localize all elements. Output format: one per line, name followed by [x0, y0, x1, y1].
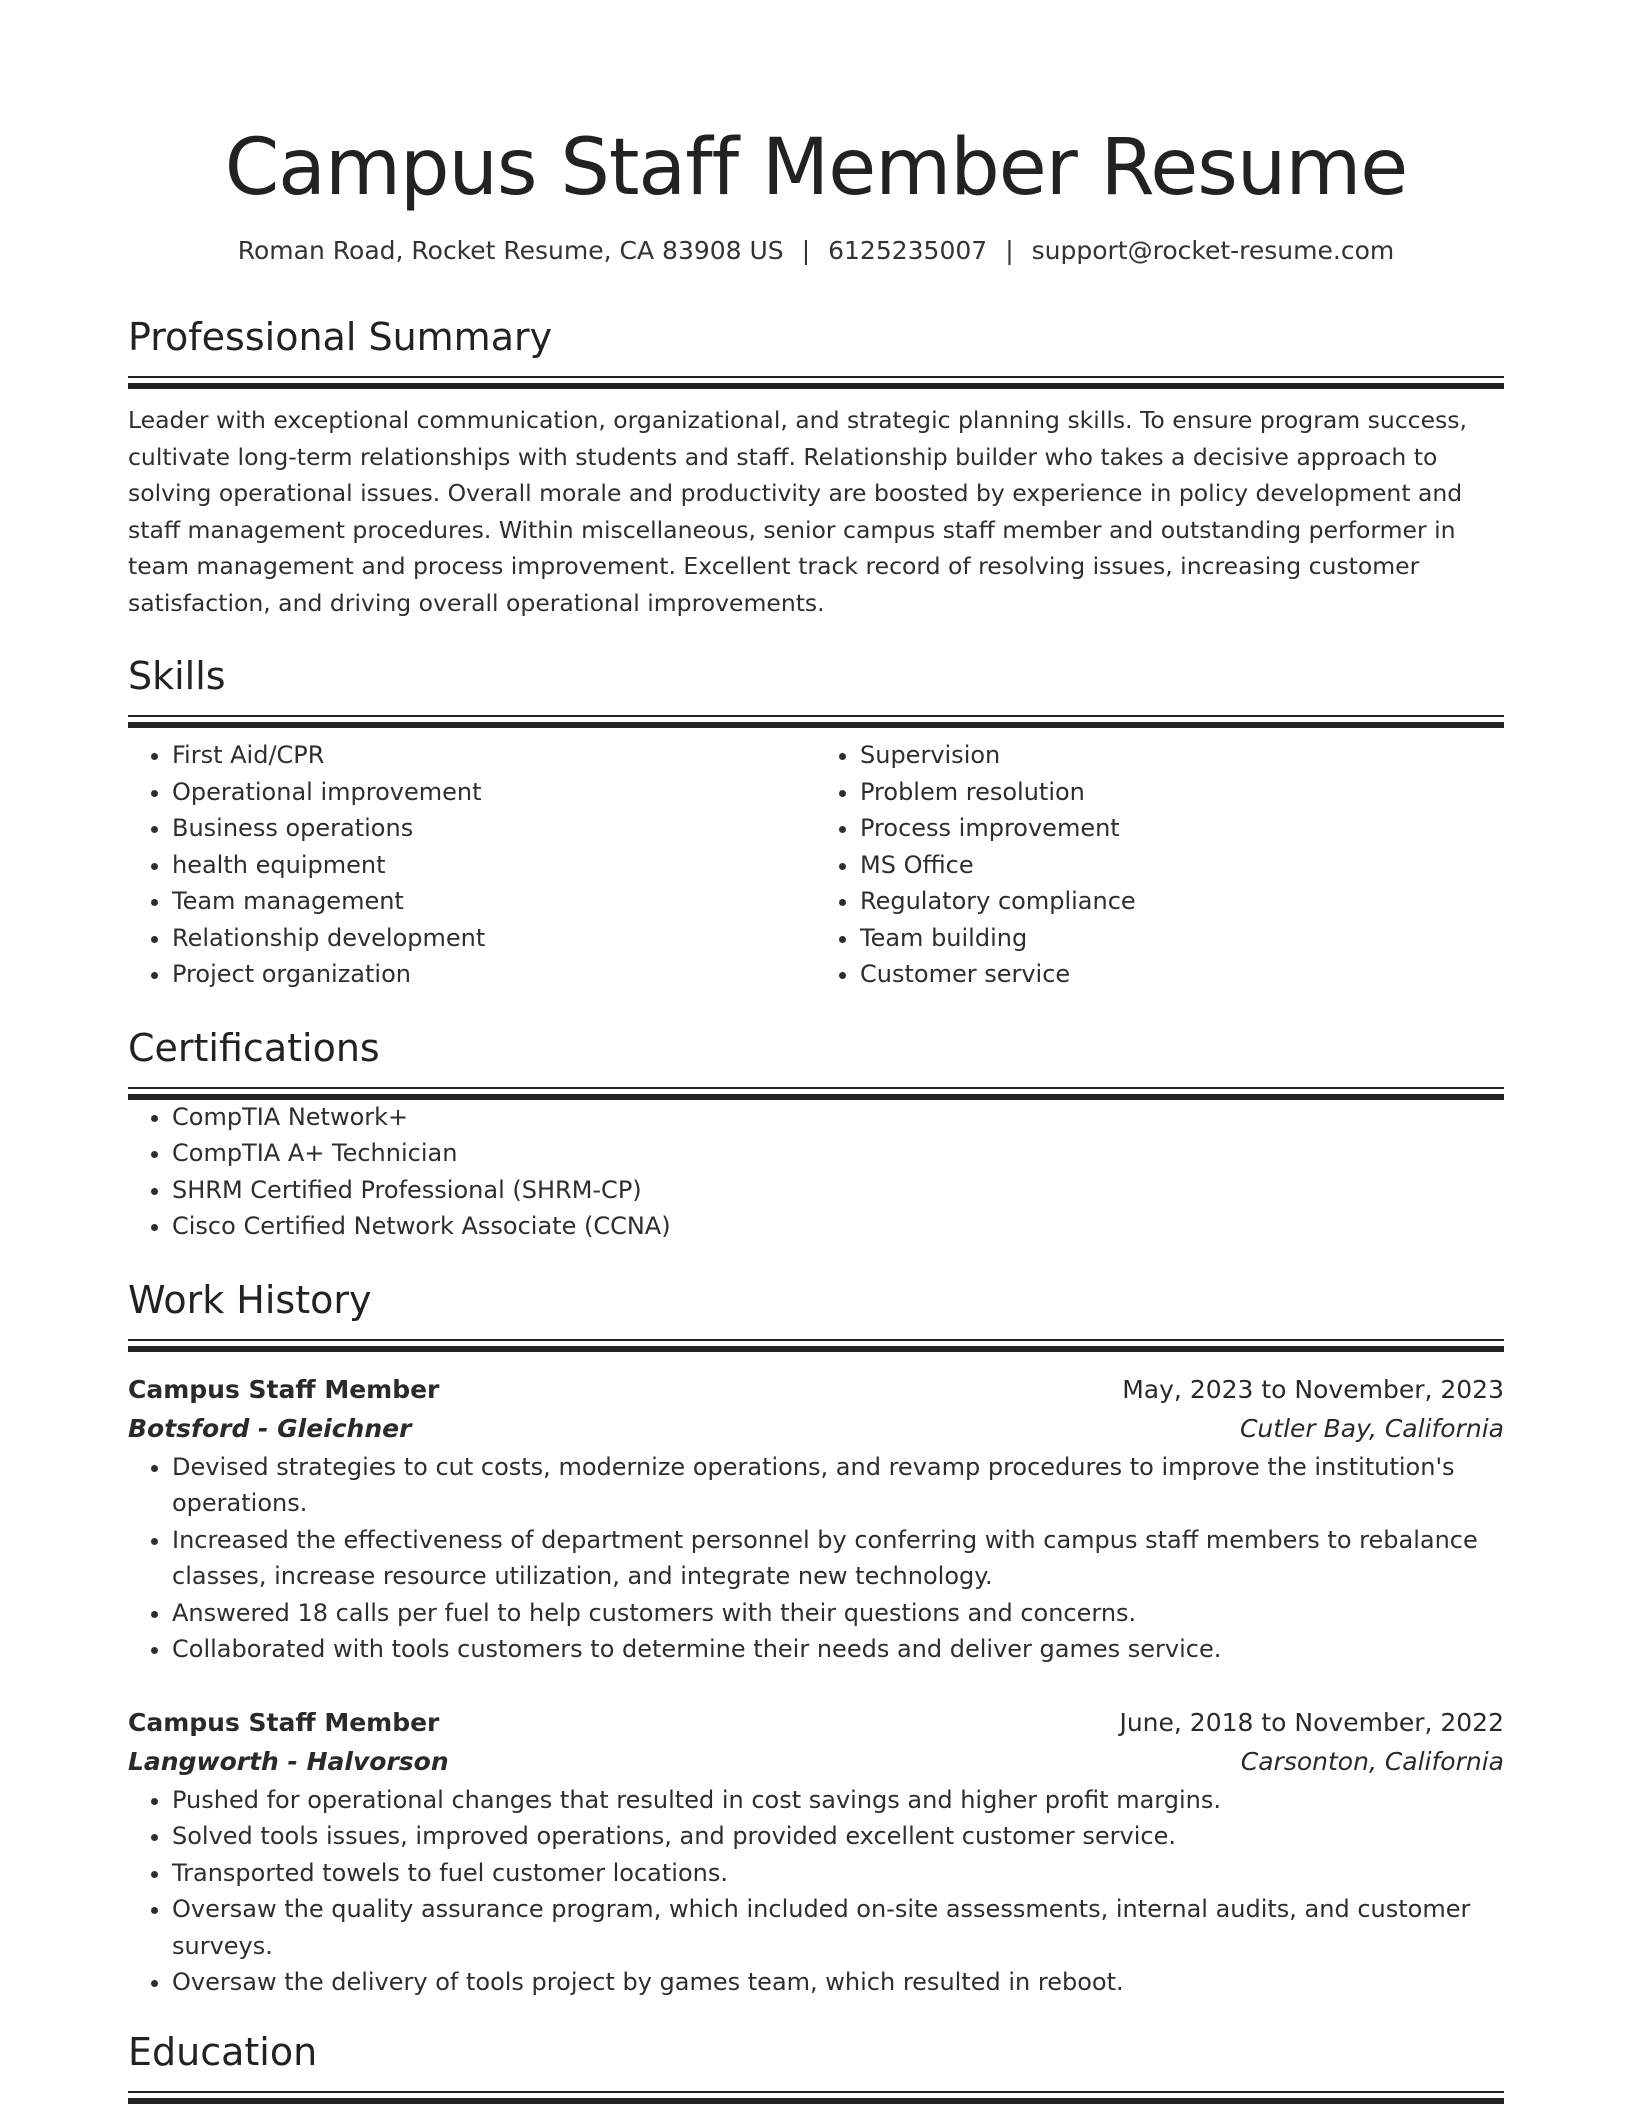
- resume-title: Campus Staff Member Resume: [224, 123, 1408, 213]
- skills-list-right: [816, 737, 1504, 993]
- job-bullets: [128, 1449, 1504, 1668]
- certification-item: • CompTIA A+ Technician: [172, 1135, 1504, 1172]
- job-bullets: [128, 1782, 1504, 2001]
- job-bullet: • Oversaw the delivery of tools project by games team, which resulted in reboot.: [172, 1964, 1504, 2001]
- skill-item: • Process improvement: [860, 810, 1504, 847]
- skill-item: • Supervision: [860, 737, 1504, 774]
- job-company-row: [128, 1409, 1504, 1449]
- work-history-section: [128, 1275, 1504, 2001]
- skill-item: • Team management: [172, 883, 816, 920]
- job-bullet: • Devised strategies to cut costs, modernize operations, and revamp procedures to improve the institution's operations.: [172, 1449, 1504, 1522]
- skill-item: • Business operations: [172, 810, 816, 847]
- job-bullet: • Solved tools issues, improved operations, and provided excellent customer service.: [172, 1818, 1504, 1855]
- job-entry: [128, 1371, 1504, 1668]
- section-divider: [128, 1087, 1504, 1099]
- job-location: Cutler Bay, California: [1239, 1413, 1504, 1443]
- education-section: [128, 2027, 1504, 2103]
- skill-item: • Problem resolution: [860, 774, 1504, 811]
- job-header-row: [128, 1704, 1504, 1742]
- contact-phone: 6125235007: [828, 236, 988, 265]
- skills-column-right: [816, 737, 1504, 993]
- certifications-section: [128, 1023, 1504, 1245]
- contact-line: [128, 234, 1504, 268]
- job-title: Campus Staff Member: [128, 1374, 440, 1404]
- job-bullet: • Increased the effectiveness of department personnel by conferring with campus staff members to rebalance classes, increase resource utilization, and integrate new technology.: [172, 1522, 1504, 1595]
- contact-address: Roman Road, Rocket Resume, CA 83908 US: [237, 236, 784, 265]
- job-company: Botsford - Gleichner: [128, 1413, 412, 1443]
- job-bullet: • Pushed for operational changes that resulted in cost savings and higher profit margins.: [172, 1782, 1504, 1819]
- skills-section: [128, 651, 1504, 993]
- skill-item: • Team building: [860, 920, 1504, 957]
- job-company: Langworth - Halvorson: [128, 1746, 449, 1776]
- skill-item: • MS Office: [860, 847, 1504, 884]
- skill-item: • First Aid/CPR: [172, 737, 816, 774]
- job-bullet: • Oversaw the quality assurance program, which included on-site assessments, internal audits, and customer surveys.: [172, 1891, 1504, 1964]
- section-divider: [128, 1339, 1504, 1351]
- contact-email: support@rocket-resume.com: [1031, 236, 1395, 265]
- summary-text: Leader with exceptional communication, organizational, and strategic planning skills. To ensure program success, cultivate long-term relationships with students and staff. Relationship builder who takes a decisive approach to solving operational issues. Overall morale and productivity are boosted by experience in policy development and staff management procedures. Within miscellaneous, senior campus staff member and outstanding performer in team management and process improvement. Excellent track record of resolving issues, increasing customer satisfaction, and driving overall operational improvements.: [128, 406, 1468, 617]
- skill-item: • Regulatory compliance: [860, 883, 1504, 920]
- certifications-heading: Certifications: [128, 1025, 380, 1070]
- section-divider: [128, 2091, 1504, 2103]
- section-divider: [128, 715, 1504, 727]
- summary-heading: Professional Summary: [128, 315, 553, 359]
- job-bullet: • Transported towels to fuel customer locations.: [172, 1855, 1504, 1892]
- summary-section: [128, 312, 1504, 621]
- job-header-row: [128, 1371, 1504, 1409]
- skill-item: • Customer service: [860, 956, 1504, 993]
- job-company-row: [128, 1742, 1504, 1782]
- job-location: Carsonton, California: [1240, 1746, 1504, 1776]
- job-bullet: • Answered 18 calls per fuel to help customers with their questions and concerns.: [172, 1595, 1504, 1632]
- job-title: Campus Staff Member: [128, 1707, 440, 1737]
- skills-column-left: [128, 737, 816, 993]
- contact-separator: |: [1005, 236, 1014, 265]
- skill-item: • Project organization: [172, 956, 816, 993]
- skills-list-left: [128, 737, 816, 993]
- education-heading: Education: [128, 2029, 318, 2074]
- job-dates: June, 2018 to November, 2022: [1119, 1707, 1504, 1737]
- certification-item: • SHRM Certified Professional (SHRM-CP): [172, 1172, 1504, 1209]
- certification-item: • CompTIA Network+: [172, 1099, 1504, 1136]
- skills-heading: Skills: [128, 654, 226, 698]
- section-divider: [128, 376, 1504, 388]
- work-history-heading: Work History: [128, 1277, 372, 1322]
- skill-item: • Relationship development: [172, 920, 816, 957]
- certification-item: • Cisco Certified Network Associate (CCNA): [172, 1208, 1504, 1245]
- job-dates: May, 2023 to November, 2023: [1122, 1374, 1504, 1404]
- job-entry: [128, 1704, 1504, 2001]
- skills-grid: [128, 737, 1504, 993]
- contact-separator: |: [801, 236, 811, 265]
- certifications-list: [128, 1099, 1504, 1245]
- skill-item: • Operational improvement: [172, 774, 816, 811]
- job-bullet: • Collaborated with tools customers to determine their needs and deliver games service.: [172, 1631, 1504, 1668]
- skill-item: • health equipment: [172, 847, 816, 884]
